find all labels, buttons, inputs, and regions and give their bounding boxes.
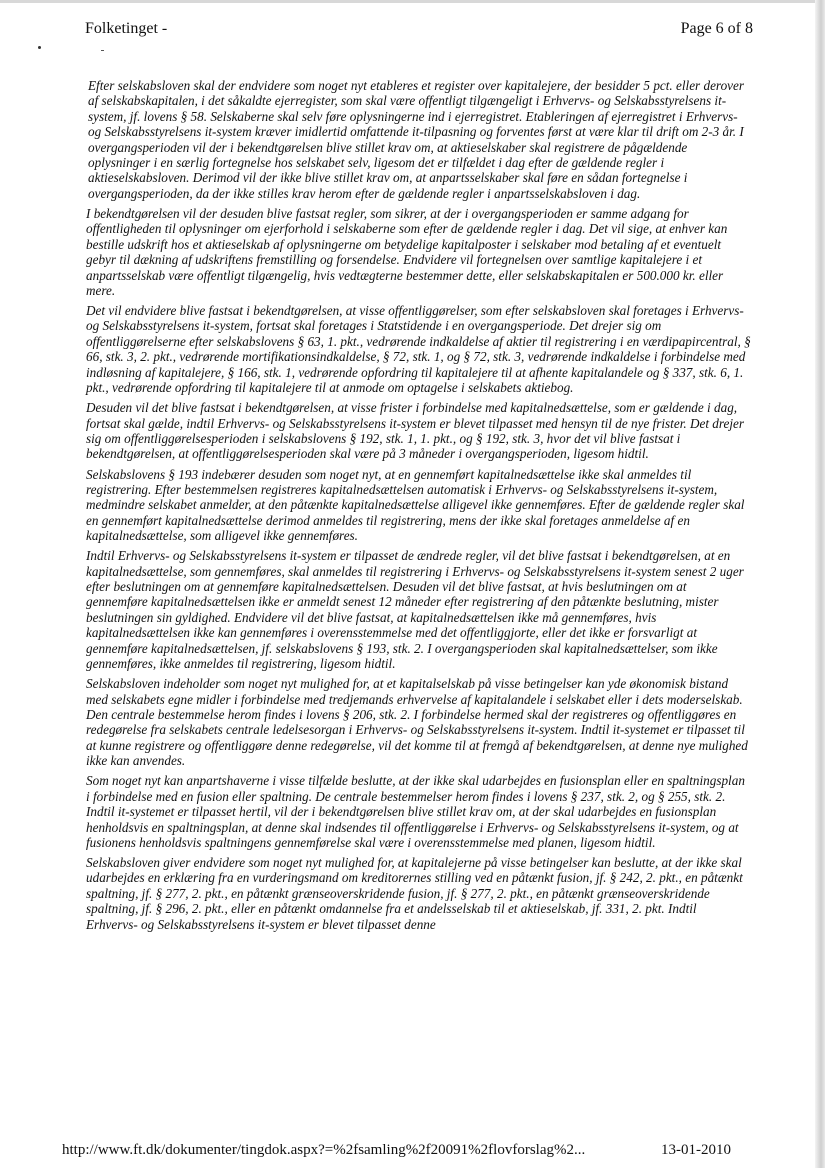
paragraph: Efter selskabsloven skal der endvidere som noget nyt etableres et register over kapitalejere, der besidder 5 pct. eller derover af selskabskapitalen, i det såkaldte ejerregister, som skal være offentligt tilgængeligt i Erhvervs- og Selskabsstyrelsens it-system, jf. lovens § 58. Selskaberne skal selv føre oplysningerne ind i ejerregistret. Etableringen af ejerregistret i Erhvervs- og Selskabsstyrelsens it-system kræver imidlertid omfattende it-tilpasning og forventes først at være klar til drift om 2-3 år. I overgangsperioden vil der i bekendtgørelsen blive stillet krav om, at aktieselskaber skal registrere de pågældende oplysninger i en særlig fortegnelse hos selskabet selv, ligesom det er tilfældet i dag efter de gældende regler i aktieselskabsloven. Derimod vil der ikke blive stillet krav om, at anpartsselskaber skal føre en sådan fortegnelse i overgangsperioden, da der ikke stilles krav herom efter de gældende regler i anpartsselskabsloven i dag. — [88, 78, 745, 201]
paragraph: Selskabsloven giver endvidere som noget nyt mulighed for, at kapitalejerne på visse betingelser kan beslutte, at der ikke skal udarbejdes en erklæring fra en vurderingsmand om kreditorernes stilling ved en påtænkt fusion, jf. § 242, 2. pkt., en påtænkt spaltning, jf. § 277, 2. pkt., en påtænkt grænseoverskridende fusion, jf. § 277, 2. pkt., en påtænkt grænseoverskridende spaltning, jf. § 296, 2. pkt., eller en påtænkt omdannelse fra et andelsselskab til et aktieselskab, jf. 331, 2. pkt. Indtil Erhvervs- og Selskabsstyrelsens it-system er blevet tilpasset denne — [86, 855, 743, 932]
page-number: Page 6 of 8 — [680, 20, 753, 37]
document-body — [86, 78, 751, 937]
footer-url: http://www.ft.dk/dokumenter/tingdok.aspx?=%2fsamling%2f20091%2flovforslag%2... — [62, 1142, 586, 1158]
paragraph: Selskabsloven indeholder som noget nyt mulighed for, at et kapitalselskab på visse betingelser kan yde økonomisk bistand med selskabets egne midler i forbindelse med tredjemands erhvervelse af kapitalandele i selskabet eller i dets moderselskab. Den centrale bestemmelse herom findes i lovens § 206, stk. 2. I forbindelse hermed skal der registreres og offentliggøres en redegørelse fra selskabets centrale ledelsesorgan i Erhvervs- og Selskabsstyrelsens it-system. Indtil it-systemet er tilpasset til at kunne registrere og offentliggøre denne redegørelse, vil det komme til at fremgå af bekendtgørelsen, at denne nye mulighed ikke kan anvendes. — [86, 676, 748, 769]
paragraph: I bekendtgørelsen vil der desuden blive fastsat regler, som sikrer, at der i overgangsperioden er samme adgang for offentligheden til oplysninger om ejerforhold i selskaberne som efter de gældende regler i dag. Det vil sige, at enhver kan bestille udskrift hos et aktieselskab af oplysningerne om betydelige kapitalposter i selskaber mod betaling af et eventuelt gebyr til dækning af udskriftens fremstilling og forsendelse. Endvidere vil fortegnelsen over samtlige kapitalejere i et anpartsselskab være offentligt tilgængelig, hvis vedtægterne bestemmer dette, eller selskabskapitalen er 500.000 kr. eller mere. — [86, 205, 728, 298]
paragraph: Som noget nyt kan anpartshaverne i visse tilfælde beslutte, at der ikke skal udarbejdes en fusionsplan eller en spaltningsplan i forbindelse med en fusion eller spaltning. De centrale bestemmelser herom findes i lovens § 237, stk. 2, og § 255, stk. 2. Indtil it-systemet er tilpasset hertil, vil der i bekendtgørelsen blive stillet krav om, at der skal udarbejdes en fusionsplan henholdsvis en spaltningsplan, at denne skal indsendes til offentliggørelse i Erhvervs- og Selskabsstyrelsens it-system, og at fusionens henholdsvis spaltningens gennemførelse skal være i overensstemmelse med planen, ligesom hidtil. — [86, 773, 745, 850]
scan-speck — [38, 46, 41, 49]
scan-speck — [101, 50, 104, 51]
footer-date: 13-01-2010 — [661, 1142, 731, 1158]
scan-edge-top — [0, 0, 825, 3]
paragraph: Selskabslovens § 193 indebærer desuden som noget nyt, at en gennemført kapitalnedsættelse ikke skal anmeldes til registrering. Efter bestemmelsen registreres kapitalnedsættelsen automatisk i Erhvervs- og Selskabsstyrelsens it-system, medmindre selskabet anmelder, at den påtænkte kapitalnedsættelse alligevel ikke gennemføres. Efter de gældende regler skal en gennemført kapitalnedsættelse derimod anmeldes til registrering, mens der ikke skal foretages anmeldelse af en kapitalnedsættelse, som alligevel ikke gennemføres. — [86, 466, 745, 544]
paragraph: Desuden vil det blive fastsat i bekendtgørelsen, at visse frister i forbindelse med kapitalnedsættelse, som er gældende i dag, fortsat skal gælde, indtil Erhvervs- og Selskabsstyrelsens it-system er blevet tilpasset med hensyn til de nye frister. Det drejer sig om offentliggørelsesperioden i selskabslovens § 192, stk. 1, 1. pkt., og § 192, stk. 3, hvor det vil blive fastsat i bekendtgørelsen, at offentliggørelsesperioden skal være på 3 måneder i overgangsperioden, ligesom hidtil. — [86, 400, 745, 462]
page-header-title: Folketinget - — [85, 20, 168, 37]
paragraph: Indtil Erhvervs- og Selskabsstyrelsens it-system er tilpasset de ændrede regler, vil det blive fastsat i bekendtgørelsen, at en kapitalnedsættelse, som gennemføres, skal anmeldes til registrering i Erhvervs- og Selskabsstyrelsens it-system senest 2 uger efter beslutningen om at gennemføre kapitalnedsættelsen. Desuden vil det blive fastsat, at hvis beslutningen om at gennemføre kapitalnedsættelsen ikke er anmeldt senest 12 måneder efter registrering af den påtænkte beslutning, mister beslutningen sin gyldighed. Endvidere vil det blive fastsat, at kapitalnedsættelsen ikke må gennemføres, hvis kapitalnedsættelsen ikke kan gennemføres i overensstemmelse med det offentliggjorte, eller det ikke er forsvarligt at gennemføre kapitalnedsættelsen, jf. selskabslovens § 193, stk. 2. I overgangsperioden skal kapitalnedsættelser, som ikke gennemføres, ikke anmeldes til registrering, ligesom hidtil. — [86, 548, 744, 672]
paragraph: Det vil endvidere blive fastsat i bekendtgørelsen, at visse offentliggørelser, som efter selskabsloven skal foretages i Erhvervs- og Selskabsstyrelsens it-system, fortsat skal foretages i Statstidende i en overgangsperiode. Det drejer sig om offentliggørelserne efter selskabslovens § 63, 1. pkt., vedrørende indkaldelse af aktier til registrering i en værdipapircentral, § 66, stk. 3, 2. pkt., vedrørende mortifikationsindkaldelse, § 72, stk. 1, og § 72, stk. 3, vedrørende indkaldelse i forbindelse med indløsning af kapitalejere, § 166, stk. 1, vedrørende opfordring til kapitalejere til at afhente kapitalandele og § 337, stk. 6, 1. pkt., vedrørende opfordring til kapitalejere til at anmode om optagelse i selskabets aktiebog. — [86, 303, 751, 396]
scan-edge-right — [815, 0, 825, 1168]
